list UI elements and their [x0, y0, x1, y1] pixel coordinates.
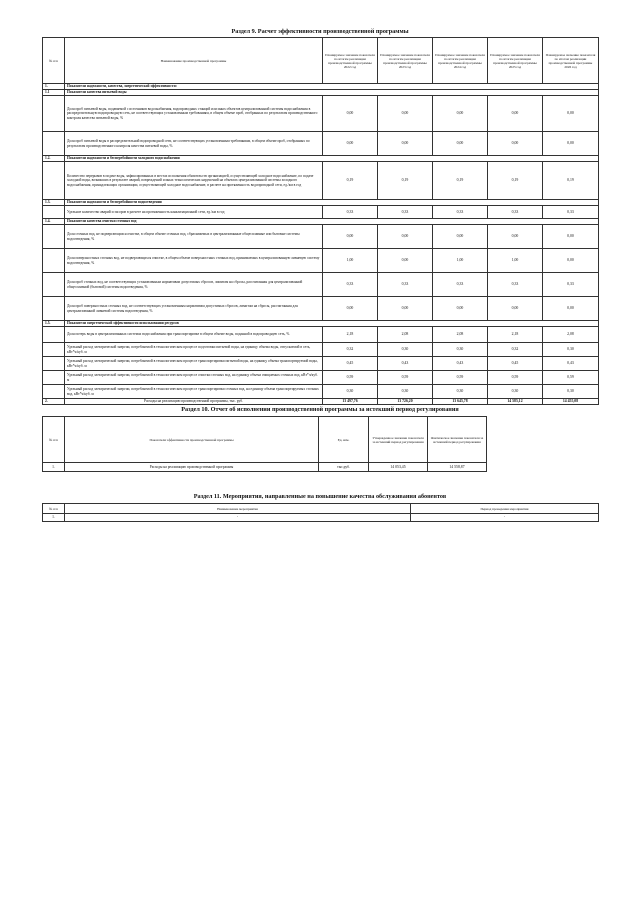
efficiency-table [42, 37, 599, 405]
report-table-header [43, 417, 487, 463]
row-num [43, 96, 65, 132]
indicator-row [43, 206, 599, 219]
indicator-name: Количество перерывов в подаче воды, зафиксированных в местах исполнения обязательств организацией, осуществляющей холодное водоснабжение, по подаче холодной воды, возникших в результате аварий, повреждений и иных технологических нарушений на объектах централизованной системы холодного водоснабжения, принадлежащих организации, осуществляющей холодное водоснабжение, в расчете на протяженность водопроводной сети, ед./км в год [65, 162, 323, 200]
measures-table-header [43, 504, 599, 514]
indicator-name: Доля проб питьевой воды в распределительной водопроводной сети, не соответствующих установленным требованиям, в общем объеме проб, отобранных по результатам производственного контроля качества питьевой воды, % [65, 132, 323, 156]
value-cell: 0,30 [378, 385, 433, 399]
value-cell: 0,00 [488, 297, 543, 321]
row-num [43, 273, 65, 297]
indicator-row [43, 225, 599, 249]
header-2023: Планируемое значение показателя по итогам реализации производственной программы 2023 год [378, 38, 433, 84]
value-cell: 0,33 [323, 273, 378, 297]
value-cell: 1,00 [323, 249, 378, 273]
row-num: 1.1 [43, 90, 65, 96]
value-cell: 14 585,12 [488, 399, 543, 405]
report-header-fact: Фактическое значение показателя за истекший период регулирования [428, 417, 487, 463]
value-cell: 0,19 [543, 162, 599, 200]
value-cell: 0,59 [488, 371, 543, 385]
row-num [43, 327, 65, 343]
value-cell: 14 455,08 [543, 399, 599, 405]
row-num [43, 206, 65, 219]
indicator-row [43, 132, 599, 156]
value-cell: 2,08 [543, 327, 599, 343]
row-num [43, 162, 65, 200]
value-cell: 1,00 [433, 249, 488, 273]
value-cell: 0,19 [488, 162, 543, 200]
section-11-title: Раздел 11. Мероприятия, направленные на повышение качества обслуживания абонентов [193, 493, 447, 500]
indicator-row [43, 249, 599, 273]
measures-row-name: - [65, 514, 411, 522]
indicator-name: Доля потерь воды в централизованных системах водоснабжения при транспортировке в общем объеме воды, поданной в водопроводную сеть, % [65, 327, 323, 343]
indicator-name: Расходы на реализацию производственной программы, тыс. руб. [65, 399, 323, 405]
indicator-row [43, 297, 599, 321]
value-cell: 0,59 [543, 371, 599, 385]
value-cell: 1,00 [488, 249, 543, 273]
row-num [43, 343, 65, 357]
measures-header-period: Период проведения мероприятия [411, 504, 599, 514]
value-cell: 0,30 [378, 343, 433, 357]
report-header-plan: Утвержденное значение показателя за истекший период регулирования [369, 417, 428, 463]
header-2024: Планируемое значение показателя по итогам реализации производственной программы 2024 год [433, 38, 488, 84]
value-cell: 0,00 [378, 96, 433, 132]
value-cell: 0,33 [378, 273, 433, 297]
header-2025: Планируемое значение показателя по итогам реализации производственной программы 2025 год [488, 38, 543, 84]
indicator-row [43, 385, 599, 399]
value-cell: 0,19 [433, 162, 488, 200]
indicator-name: Удельный расход электрической энергии, потребляемой в технологическом процессе транспортировки питьевой воды, на единицу объема транспортируемой воды, кВт*ч/куб. м [65, 357, 323, 371]
measures-table [42, 503, 599, 522]
measures-row-num: 1. [43, 514, 65, 522]
value-cell: 0,00 [543, 225, 599, 249]
value-cell: 0,59 [323, 371, 378, 385]
section-10-title: Раздел 10. Отчет об исполнении производственной программы за истекший период регулирования [181, 406, 459, 413]
value-cell: 0,30 [433, 343, 488, 357]
value-cell: 13 726,20 [378, 399, 433, 405]
measures-row [43, 514, 599, 522]
indicator-row [43, 327, 599, 343]
value-cell: 0,19 [323, 162, 378, 200]
indicator-row [43, 371, 599, 385]
value-cell: 0,00 [378, 225, 433, 249]
value-cell: 0,00 [378, 132, 433, 156]
value-cell: 0,33 [378, 206, 433, 219]
value-cell: 0,00 [488, 225, 543, 249]
indicator-name: Удельный расход электрической энергии, потребляемой в технологическом процессе подготовки питьевой воды, на единицу объема воды, отпускаемой в сеть, кВт*ч/куб. м [65, 343, 323, 357]
value-cell: 2,08 [378, 327, 433, 343]
value-cell: 0,00 [433, 297, 488, 321]
indicator-row [43, 357, 599, 371]
group-title: Показатели качества питьевой воды [65, 90, 599, 96]
row-num [43, 132, 65, 156]
value-cell: 0,19 [378, 162, 433, 200]
row-num: 2. [43, 399, 65, 405]
value-cell: 0,00 [433, 132, 488, 156]
total-row [43, 399, 599, 405]
header-num: № п/п [43, 38, 65, 84]
report-header-num: № п/п [43, 417, 65, 463]
row-num [43, 297, 65, 321]
value-cell: 0,43 [378, 357, 433, 371]
value-cell: 0,33 [543, 206, 599, 219]
row-num: 1.2. [43, 156, 65, 162]
indicator-name: Доля поверхностных сточных вод, не подвергающихся очистке, в общем объеме поверхностных сточных вод, принимаемых в централизованную ливневую систему водоотведения, % [65, 249, 323, 273]
value-cell: 0,00 [488, 132, 543, 156]
report-row-unit: тыс.руб. [319, 463, 369, 472]
value-cell: 0,43 [433, 357, 488, 371]
value-cell: 13 497,76 [323, 399, 378, 405]
measures-header-num: № п/п [43, 504, 65, 514]
value-cell: 0,30 [543, 385, 599, 399]
value-cell: 2,08 [433, 327, 488, 343]
value-cell: 0,00 [323, 225, 378, 249]
header-name: Наименование производственной программы [65, 38, 323, 84]
value-cell: 0,33 [323, 206, 378, 219]
indicator-name: Доля проб сточных вод, не соответствующих установленным нормативам допустимых сбросов, лимитам на сбросы, рассчитанная для централизованной общесплавной (бытовой) системы водоотведения, % [65, 273, 323, 297]
value-cell: 0,59 [378, 371, 433, 385]
group-title: Показатели надежности и бесперебойности водоотведения [65, 200, 599, 206]
value-cell: 0,33 [433, 206, 488, 219]
indicator-name: Доля сточных вод, не подвергающихся очистке, в общем объеме сточных вод, сбрасываемых в централизованные общесплавные или бытовые системы водоотведения, % [65, 225, 323, 249]
report-row-fact: 14 558,87 [428, 463, 487, 472]
indicator-name: Доля проб питьевой воды, подаваемой с источников водоснабжения, водопроводных станций или иных объектов централизованной системы водоснабжения в распределительную водопроводную сеть, не соответствующих установленным требованиям, в общем объеме проб, отобранных по результатам производственного контроля качества питьевой воды, % [65, 96, 323, 132]
group-title: Показатели надежности и бесперебойности холодного водоснабжения [65, 156, 599, 162]
row-num [43, 385, 65, 399]
value-cell: 0,33 [488, 273, 543, 297]
value-cell: 0,33 [433, 273, 488, 297]
value-cell: 2,18 [323, 327, 378, 343]
group-title: Показатели надежности, качества, энергетической эффективности: [65, 84, 599, 90]
value-cell: 0,00 [433, 96, 488, 132]
section-9-title: Раздел 9. Расчет эффективности производственной программы [231, 28, 409, 35]
group-title: Показатели энергетической эффективности использования ресурсов [65, 321, 599, 327]
value-cell: 0,00 [543, 249, 599, 273]
row-num [43, 249, 65, 273]
indicator-name: Удельное количество аварий и засоров в расчете на протяженность канализационной сети, ед./км в год [65, 206, 323, 219]
value-cell: 0,45 [488, 357, 543, 371]
indicator-name: Удельный расход электрической энергии, потребляемой в технологическом процессе транспортировки сточных вод, на единицу объема транспортируемых сточных вод, кВт*ч/куб. м [65, 385, 323, 399]
value-cell: 0,00 [543, 96, 599, 132]
value-cell: 0,33 [488, 206, 543, 219]
header-2022: Планируемое значение показателя по итогам реализации производственной программы 2022 год [323, 38, 378, 84]
report-header-unit: Ед. изм. [319, 417, 369, 463]
value-cell: 0,30 [323, 385, 378, 399]
value-cell: 2,18 [488, 327, 543, 343]
indicator-row [43, 162, 599, 200]
value-cell: 0,30 [433, 385, 488, 399]
value-cell: 0,33 [543, 273, 599, 297]
report-header-name: Показатели эффективности производственной программы [65, 417, 319, 463]
value-cell: 0,30 [488, 385, 543, 399]
efficiency-table-header [43, 38, 599, 84]
indicator-row [43, 96, 599, 132]
measures-header-name: Наименование мероприятия [65, 504, 411, 514]
group-title: Показатели качества очистки сточных вод [65, 219, 599, 225]
indicator-row [43, 273, 599, 297]
value-cell: 0,00 [543, 132, 599, 156]
value-cell: 0,00 [543, 297, 599, 321]
value-cell: 0,00 [433, 225, 488, 249]
indicator-name: Доля проб поверхностных сточных вод, не соответствующих установленным нормативам допустимых сбросов, лимитам на сбросы, рассчитанная для централизованной ливневой системы водоотведения, % [65, 297, 323, 321]
row-num: 1.3. [43, 200, 65, 206]
value-cell: 0,00 [378, 249, 433, 273]
value-cell: 0,00 [488, 96, 543, 132]
report-row-num: 1. [43, 463, 65, 472]
value-cell: 13 645,78 [433, 399, 488, 405]
measures-row-period: - [411, 514, 599, 522]
report-table [42, 416, 487, 472]
value-cell: 0,00 [378, 297, 433, 321]
header-2026: Планируемое значение показателя по итогам реализации производственной программы 2026 год [543, 38, 599, 84]
report-row-name: Расходы на реализацию производственной программы [65, 463, 319, 472]
value-cell: 0,32 [323, 343, 378, 357]
row-num [43, 225, 65, 249]
value-cell: 0,43 [543, 357, 599, 371]
report-row [43, 463, 487, 472]
value-cell: 0,00 [323, 132, 378, 156]
value-cell: 0,00 [323, 96, 378, 132]
value-cell: 0,59 [433, 371, 488, 385]
indicator-name: Удельный расход электрической энергии, потребляемой в технологическом процессе очистки сточных вод, на единицу объема очищаемых сточных вод, кВт*ч/куб. м [65, 371, 323, 385]
value-cell: 0,30 [543, 343, 599, 357]
indicator-row [43, 343, 599, 357]
row-num [43, 371, 65, 385]
row-num [43, 357, 65, 371]
row-num: 1. [43, 84, 65, 90]
report-row-plan: 14 053,45 [369, 463, 428, 472]
row-num: 1.5. [43, 321, 65, 327]
row-num: 1.4. [43, 219, 65, 225]
value-cell: 0,32 [488, 343, 543, 357]
value-cell: 0,45 [323, 357, 378, 371]
value-cell: 0,00 [323, 297, 378, 321]
